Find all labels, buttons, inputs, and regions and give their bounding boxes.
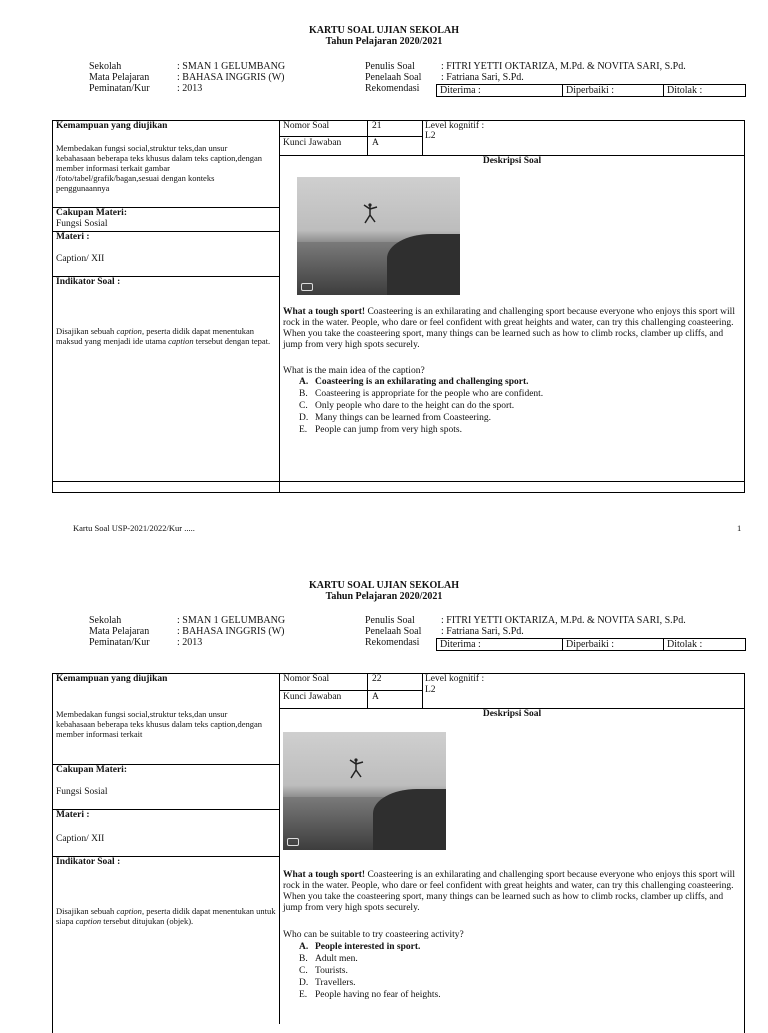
materi-label: Materi : — [56, 232, 90, 242]
page-number: 1 — [737, 523, 742, 533]
meta-value: BAHASA INGGRIS (W) — [182, 626, 285, 637]
kunci-label: Kunci Jawaban — [283, 138, 342, 148]
meta-label: Rekomendasi — [365, 637, 420, 648]
cakupan-label: Cakupan Materi: — [56, 765, 127, 775]
option-e: E. People can jump from very high spots. — [299, 425, 462, 435]
options-list — [299, 376, 543, 436]
meta-value: FITRI YETTI OKTARIZA, M.Pd. & NOVITA SARI, S.Pd. — [446, 615, 686, 626]
rek-diperbaiki: Diperbaiki : — [563, 85, 664, 96]
meta-value: BAHASA INGGRIS (W) — [182, 72, 285, 83]
option-a: A. People interested in sport. — [299, 942, 421, 952]
nomor-label: Nomor Soal — [283, 674, 330, 684]
passage: What a tough sport! Coasteering is an exhilarating and challenging sport because everyone who enjoys this sport will rock in the water. People, who dare or feel confident with great heights and water, can try this challenging coasteering. When you take the coasteering sport, many things can be learned such as how to climb rocks, clamber up cliffs, and jump from very high spots securely. — [283, 870, 735, 913]
kunci-value: A — [372, 138, 379, 148]
meta-label: Penulis Soal — [365, 615, 415, 626]
question-text: What is the main idea of the caption? — [283, 366, 425, 376]
meta-value: FITRI YETTI OKTARIZA, M.Pd. & NOVITA SARI, S.Pd. — [446, 61, 686, 72]
meta-right: Penulis Soal : FITRI YETTI OKTARIZA, M.Pd. & NOVITA SARI, S.Pd. Penelaah Soal : Fatriana Sari, S.Pd. Rekomendasi — [365, 615, 686, 648]
kunci-value: A — [372, 692, 379, 702]
meta-value: SMAN 1 GELUMBANG — [182, 615, 286, 626]
nomor-value: 22 — [372, 674, 382, 684]
materi-value: Caption/ XII — [56, 254, 105, 264]
rek-ditolak: Ditolak : — [667, 639, 703, 650]
indikator-text: Disajikan sebuah caption, peserta didik dapat menentukan maksud yang menjadi ide utama caption tersebut dengan tepat. — [56, 326, 271, 346]
option-d: D. Many things can be learned from Coasteering. — [299, 413, 491, 423]
card-title: KARTU SOAL UJIAN SEKOLAH — [309, 580, 459, 591]
option-e: E. People having no fear of heights. — [299, 990, 441, 1000]
meta-value: 2013 — [182, 83, 203, 94]
option-a: A. Coasteering is an exhilarating and challenging sport. — [299, 377, 529, 387]
meta-label: Mata Pelajaran — [89, 626, 150, 637]
kunci-label: Kunci Jawaban — [283, 692, 342, 702]
meta-label: Rekomendasi — [365, 83, 420, 94]
cakupan-value: Fungsi Sosial — [56, 219, 108, 229]
level-value: L2 — [425, 131, 436, 141]
meta-label: Penelaah Soal — [365, 626, 422, 637]
meta-right: Penulis Soal : FITRI YETTI OKTARIZA, M.Pd. & NOVITA SARI, S.Pd. Penelaah Soal : Fatriana Sari, S.Pd. Rekomendasi — [365, 61, 686, 94]
watermark-icon — [301, 283, 313, 291]
kemampuan-label: Kemampuan yang diujikan — [56, 674, 168, 684]
meta-value: SMAN 1 GELUMBANG — [182, 61, 286, 72]
cakupan-label: Cakupan Materi: — [56, 208, 127, 218]
rekomendasi-box — [436, 84, 746, 97]
coasteering-photo — [297, 177, 460, 295]
meta-label: Peminatan/Kur — [89, 637, 150, 648]
cakupan-value: Fungsi Sosial — [56, 787, 108, 797]
option-c: C. Tourists. — [299, 966, 348, 976]
option-b: B. Adult men. — [299, 954, 358, 964]
meta-left: Sekolah : SMAN 1 GELUMBANG Mata Pelajaran : BAHASA INGGRIS (W) Peminatan/Kur : 2013 — [89, 615, 286, 648]
deskripsi-label: Deskripsi Soal — [482, 709, 542, 719]
card-subtitle: Tahun Pelajaran 2020/2021 — [325, 591, 443, 602]
meta-label: Sekolah — [89, 615, 122, 626]
meta-label: Penelaah Soal — [365, 72, 422, 83]
coasteering-photo — [283, 732, 446, 850]
meta-left: Sekolah : SMAN 1 GELUMBANG Mata Pelajaran : BAHASA INGGRIS (W) Peminatan/Kur : 2013 — [89, 61, 286, 94]
option-b: B. Coasteering is appropriate for the people who are confident. — [299, 389, 544, 399]
meta-value: 2013 — [182, 637, 203, 648]
meta-value: Fatriana Sari, S.Pd. — [446, 72, 524, 83]
level-label: Level kognitif : — [425, 121, 485, 131]
materi-value: Caption/ XII — [56, 834, 105, 844]
meta-label: Mata Pelajaran — [89, 72, 150, 83]
meta-label: Peminatan/Kur — [89, 83, 150, 94]
question-text: Who can be suitable to try coasteering activity? — [283, 930, 464, 940]
indikator-text: Disajikan sebuah caption, peserta didik dapat menentukan untuk siapa caption tersebut ditujukan (objek). — [56, 906, 276, 926]
deskripsi-label: Deskripsi Soal — [482, 156, 542, 166]
indikator-label: Indikator Soal : — [56, 277, 121, 287]
option-d: D. Travellers. — [299, 978, 356, 988]
card-title: KARTU SOAL UJIAN SEKOLAH — [309, 25, 459, 36]
nomor-label: Nomor Soal — [283, 121, 330, 131]
materi-label: Materi : — [56, 810, 90, 820]
rek-ditolak: Ditolak : — [667, 85, 703, 96]
card-subtitle: Tahun Pelajaran 2020/2021 — [325, 36, 443, 47]
kemampuan-label: Kemampuan yang diujikan — [56, 121, 168, 131]
rekomendasi-box — [436, 638, 746, 651]
level-label: Level kognitif : — [425, 674, 485, 684]
option-c: C. Only people who dare to the height can do the sport. — [299, 401, 515, 411]
kemampuan-text: Membedakan fungsi social,struktur teks,dan unsur kebahasaan beberapa teks khusus dalam teks caption,dengan member informasi terkait — [56, 709, 263, 739]
watermark-icon — [287, 838, 299, 846]
indikator-label: Indikator Soal : — [56, 857, 121, 867]
passage: What a tough sport! Coasteering is an exhilarating and challenging sport because everyone who enjoys this sport will rock in the water. People, who dare or feel confident with great heights and water, can try this challenging coasteering. When you take the coasteering sport, many things can be learned such as how to climb rocks, clamber up cliffs, and jump from very high spots securely. — [283, 307, 735, 350]
rek-diterima: Diterima : — [437, 85, 563, 96]
question-card-2 — [0, 554, 768, 1024]
kemampuan-text: Membedakan fungsi social,struktur teks,dan unsur kebahasaan beberapa teks khusus dalam teks caption,dengan member informasi terkait gambar /foto/tabel/grafik/bagan,sesuai dengan konteks penggunaannya — [56, 143, 263, 193]
nomor-value: 21 — [372, 121, 382, 131]
rek-diperbaiki: Diperbaiki : — [563, 639, 664, 650]
meta-label: Penulis Soal — [365, 61, 415, 72]
meta-value: Fatriana Sari, S.Pd. — [446, 626, 524, 637]
rek-diterima: Diterima : — [437, 639, 563, 650]
level-value: L2 — [425, 685, 436, 695]
footer-left: Kartu Soal USP-2021/2022/Kur ..... — [73, 523, 195, 533]
options-list — [299, 941, 441, 1001]
meta-label: Sekolah — [89, 61, 122, 72]
